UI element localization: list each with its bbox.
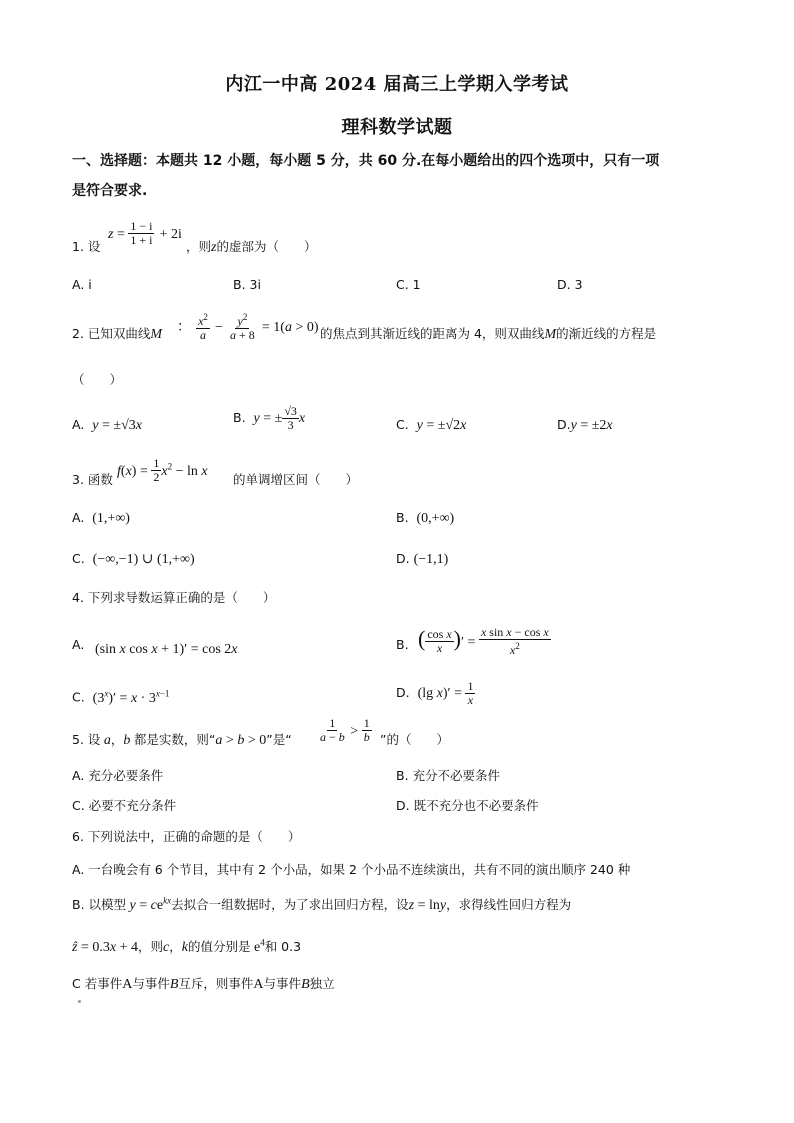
- question-3: 3. 函数: [72, 472, 113, 487]
- page-title: 内江一中高 2024 届高三上学期入学考试: [225, 74, 569, 95]
- q2-option-b[interactable]: B. y = ± $\frac{√3}{3}$ x: [233, 404, 306, 432]
- q5-option-c[interactable]: C. 必要不充分条件: [72, 798, 177, 813]
- q5-option-a[interactable]: A. 充分必要条件: [72, 768, 164, 783]
- page-subtitle: 理科数学试题: [341, 117, 453, 138]
- q4-option-a-formula: (sin x cos x + 1)′ = cos 2x: [95, 642, 238, 657]
- q2-option-c[interactable]: C. y = ±√2x: [396, 417, 467, 433]
- q5-formula: $\frac{1}{a - b}$ > $\frac{1}{b}$: [320, 716, 370, 744]
- q3-option-b[interactable]: B. (0,+∞): [396, 510, 455, 526]
- q3-tail: 的单调增区间（ ）: [233, 472, 359, 487]
- q6-option-b-line2: ẑ = 0.3x + 4，则c，k的值分别是 $e^4$和 0.3: [72, 937, 302, 955]
- question-1: [72, 237, 100, 255]
- q1-number: 1. 设: [72, 239, 101, 254]
- q4-option-d[interactable]: D. (lg x)′ = $\frac{1}{x}$: [396, 679, 474, 707]
- question-6: 6. 下列说法中，正确的命题的是（ ）: [72, 829, 301, 844]
- q2-tail: 的焦点到其渐近线的距离为 4，则双曲线M的渐近线的方程是: [320, 326, 657, 342]
- q5-option-b[interactable]: B. 充分不必要条件: [396, 768, 501, 783]
- q6-option-b[interactable]: B. 以模型 $y = ce^{kx}$去拟合一组数据时，为了求出回归方程，设z = lny，求得线性回归方程为: [72, 895, 572, 913]
- q3-option-a[interactable]: A. (1,+∞): [72, 510, 130, 526]
- q4-option-a[interactable]: A.: [72, 637, 85, 652]
- q3-option-c[interactable]: C. (−∞,−1) ∪ (1,+∞): [72, 551, 195, 567]
- section-heading: 一、选择题：本题共 12 小题，每小题 5 分，共 60 分.在每小题给出的四个选项中，只有一项: [72, 153, 660, 169]
- q5-tail: ”的（ ）: [380, 732, 449, 747]
- q2-option-a[interactable]: A. y = ±√3x: [72, 417, 142, 433]
- q2-formula: ： $\frac{x^2}{a}$ − $\frac{y^2}{a + 8}$ = 1(a > 0): [177, 312, 319, 342]
- q1-option-d[interactable]: D. 3: [557, 277, 583, 292]
- q1-option-b[interactable]: B. 3i: [233, 277, 261, 292]
- q3-option-d[interactable]: D. (−1,1): [396, 551, 449, 567]
- q5-option-d[interactable]: D. 既不充分也不必要条件: [396, 798, 539, 813]
- q2-paren: （ ）: [72, 372, 123, 387]
- question-5: 5. 设 a，b 都是实数，则“a > b > 0”是“: [72, 732, 292, 748]
- q1-formula: z = $\frac{1 - i}{1 + i}$ + 2i: [108, 219, 182, 247]
- q6-option-a[interactable]: A. 一台晚会有 6 个节目，其中有 2 个小品，如果 2 个小品不连续演出，共有不同的演出顺序 240 种: [72, 862, 631, 877]
- section-heading-cont: 是符合要求.: [72, 183, 148, 199]
- question-2: 2. 已知双曲线M: [72, 326, 163, 342]
- q1-option-a[interactable]: A. i: [72, 277, 92, 292]
- q4-option-c[interactable]: C. $(3^x)' = x \cdot 3^{x-1}$: [72, 688, 170, 706]
- question-4: 4. 下列求导数运算正确的是（ ）: [72, 590, 276, 605]
- q1-option-c[interactable]: C. 1: [396, 277, 421, 292]
- q4-option-b[interactable]: B.: [396, 637, 409, 652]
- scan-dot: [78, 1000, 81, 1003]
- q6-option-c[interactable]: C 若事件A与事件B互斥，则事件A与事件B独立: [72, 976, 335, 992]
- q2-option-d[interactable]: D.y = ±2x: [557, 417, 613, 433]
- q3-formula: f(x) = $\frac{1}{2}$ $x^2 - \ln x$: [117, 456, 208, 484]
- q1-tail: ，则z的虚部为（ ）: [186, 239, 317, 255]
- q4-option-b-formula: ( $\frac{\text{cos x}}{x}$ )′ = $\frac{\text{x sin x − cos x}}{x^2}$: [418, 625, 549, 657]
